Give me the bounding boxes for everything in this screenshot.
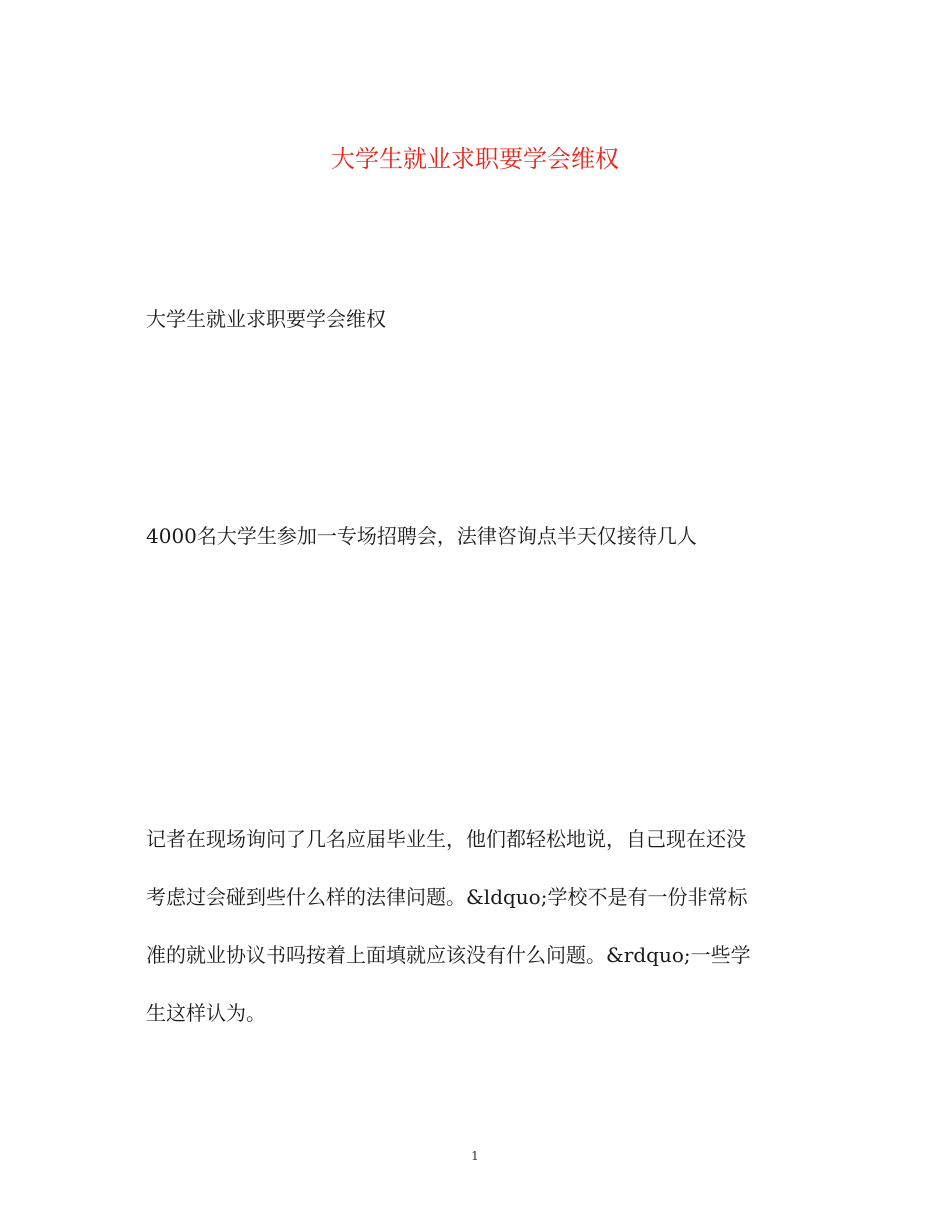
subtitle-paragraph: 大学生就业求职要学会维权 [146, 307, 386, 331]
body-line: 记者在现场询问了几名应届毕业生，他们都轻松地说，自己现在还没 [146, 827, 746, 851]
headline-paragraph: 4000名大学生参加一专场招聘会，法律咨询点半天仅接待几人 [146, 524, 697, 548]
document-title: 大学生就业求职要学会维权 [331, 145, 619, 173]
page-number: 1 [471, 1149, 479, 1163]
body-paragraph [146, 810, 826, 1042]
body-line: 准的就业协议书吗按着上面填就应该没有什么问题。&rdquo;一些学 [146, 943, 751, 967]
body-line: 考虑过会碰到些什么样的法律问题。&ldquo;学校不是有一份非常标 [146, 885, 748, 909]
body-line: 生这样认为。 [146, 1001, 266, 1025]
